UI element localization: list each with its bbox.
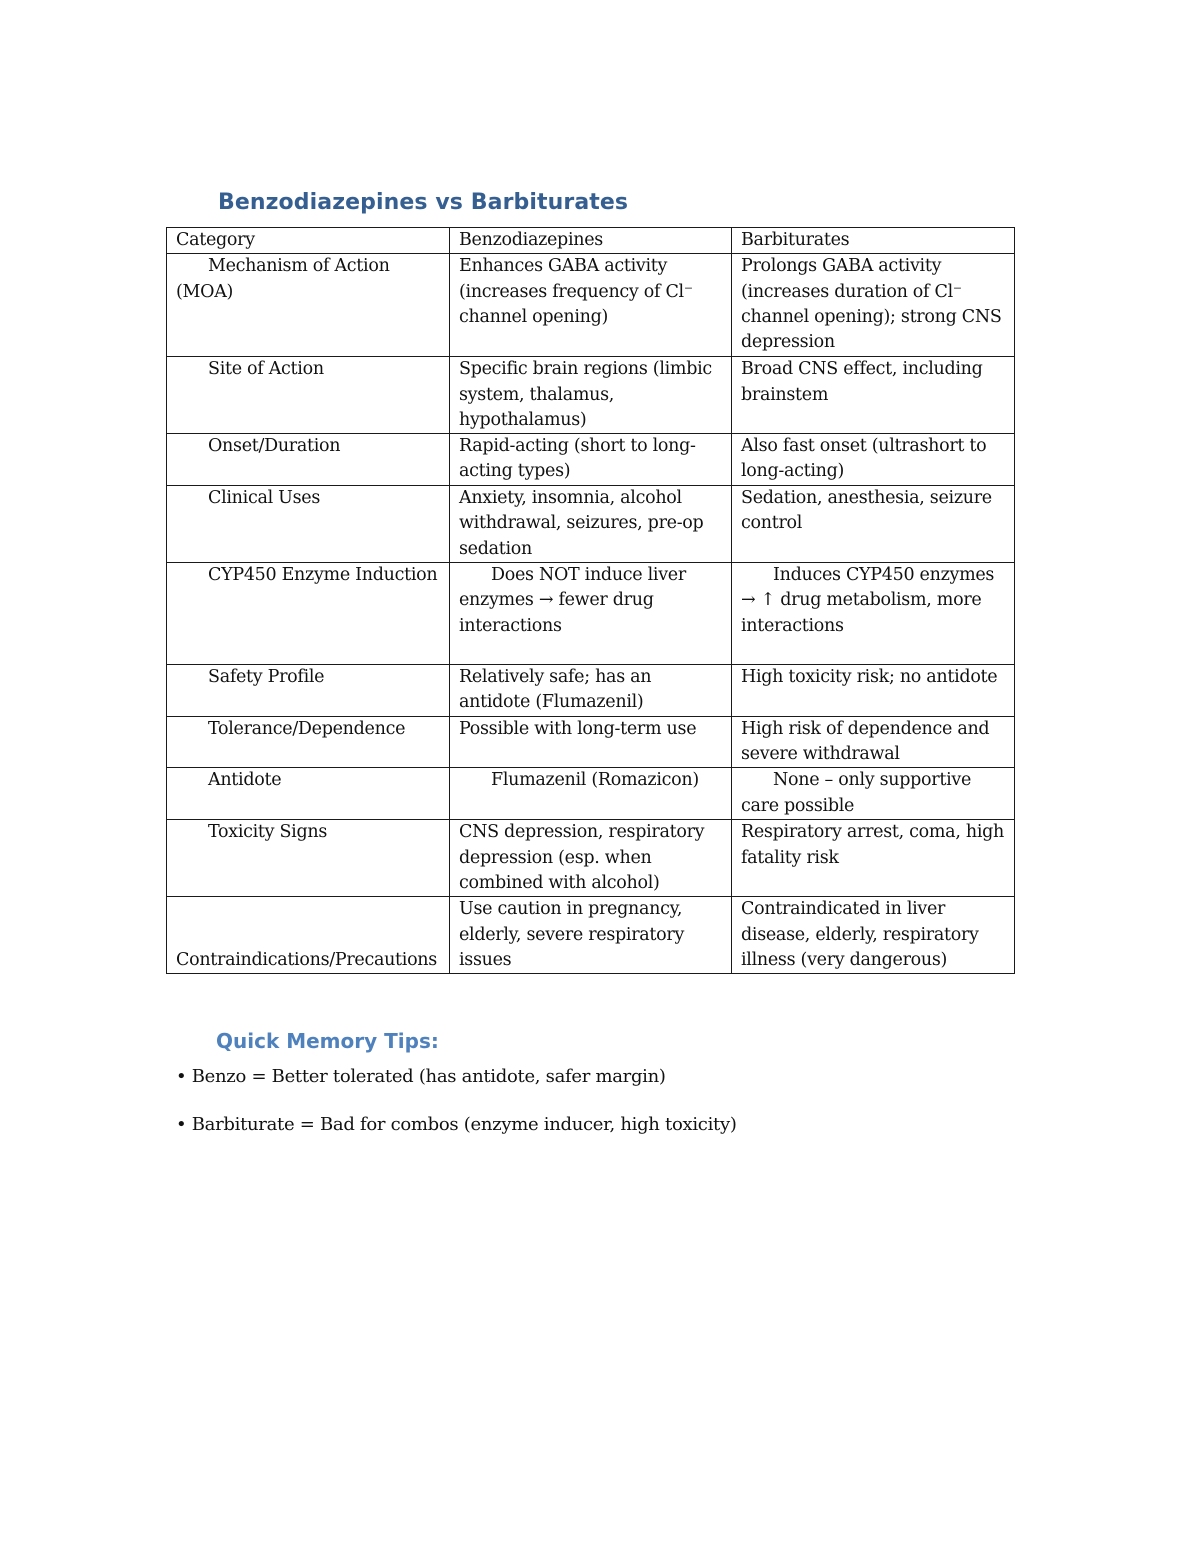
row-barbiturates: Broad CNS effect, including brainstem (732, 357, 1015, 434)
row-barbiturates: Also fast onset (ultrashort to long-acting) (732, 434, 1015, 486)
table-row (167, 357, 1015, 434)
table-row (167, 563, 1015, 665)
tip-item: • Barbiturate = Bad for combos (enzyme inducer, high toxicity) (176, 1114, 737, 1135)
row-barbiturates: Respiratory arrest, coma, high fatality risk (732, 820, 1015, 897)
table-row (167, 768, 1015, 820)
table-row (167, 434, 1015, 486)
row-category: Clinical Uses (208, 488, 321, 509)
row-benzodiazepines: Use caution in pregnancy, elderly, severe respiratory issues (450, 897, 732, 974)
table-row (167, 820, 1015, 897)
row-benzodiazepines: Rapid-acting (short to long-acting types) (450, 434, 732, 486)
row-category: Mechanism of Action (MOA) (176, 256, 390, 302)
row-benzodiazepines: Relatively safe; has an antidote (Flumazenil) (450, 665, 732, 717)
row-benzodiazepines: Possible with long-term use (450, 716, 732, 768)
table-row (167, 716, 1015, 768)
row-category: Site of Action (208, 359, 324, 380)
row-benzodiazepines: CNS depression, respiratory depression (esp. when combined with alcohol) (450, 820, 732, 897)
row-benzodiazepines: Anxiety, insomnia, alcohol withdrawal, seizures, pre-op sedation (450, 486, 732, 563)
row-category: Onset/Duration (208, 436, 341, 457)
row-category: Contraindications/Precautions (167, 897, 450, 974)
row-category: Tolerance/Dependence (208, 718, 406, 739)
row-category: Toxicity Signs (208, 822, 328, 843)
header-benzodiazepines: Benzodiazepines (450, 228, 732, 254)
row-benzodiazepines: Flumazenil (Romazicon) (491, 770, 699, 791)
comparison-table (166, 227, 1015, 974)
table-row (167, 665, 1015, 717)
row-benzodiazepines: Enhances GABA activity (increases frequency of Cl⁻ channel opening) (450, 254, 732, 357)
row-barbiturates: Sedation, anesthesia, seizure control (732, 486, 1015, 563)
table-row (167, 254, 1015, 357)
row-benzodiazepines: Specific brain regions (limbic system, thalamus, hypothalamus) (450, 357, 732, 434)
header-category: Category (167, 228, 450, 254)
row-barbiturates: None – only supportive care possible (741, 770, 972, 816)
table-row (167, 486, 1015, 563)
row-category: Safety Profile (208, 667, 325, 688)
row-barbiturates: High risk of dependence and severe withdrawal (732, 716, 1015, 768)
row-category: CYP450 Enzyme Induction (208, 565, 438, 586)
table-header-row (167, 228, 1015, 254)
table-row (167, 897, 1015, 974)
tips-heading: Quick Memory Tips: (216, 1029, 439, 1053)
row-category: Antidote (208, 770, 282, 791)
row-barbiturates: Contraindicated in liver disease, elderly, respiratory illness (very dangerous) (732, 897, 1015, 974)
header-barbiturates: Barbiturates (732, 228, 1015, 254)
document-title: Benzodiazepines vs Barbiturates (218, 190, 629, 215)
row-barbiturates: Induces CYP450 enzymes → ↑ drug metabolism, more interactions (741, 565, 995, 636)
row-benzodiazepines: Does NOT induce liver enzymes → fewer drug interactions (459, 565, 686, 636)
tip-item: • Benzo = Better tolerated (has antidote, safer margin) (176, 1066, 666, 1087)
row-barbiturates: Prolongs GABA activity (increases duration of Cl⁻ channel opening); strong CNS depression (732, 254, 1015, 357)
row-barbiturates: High toxicity risk; no antidote (732, 665, 1015, 717)
